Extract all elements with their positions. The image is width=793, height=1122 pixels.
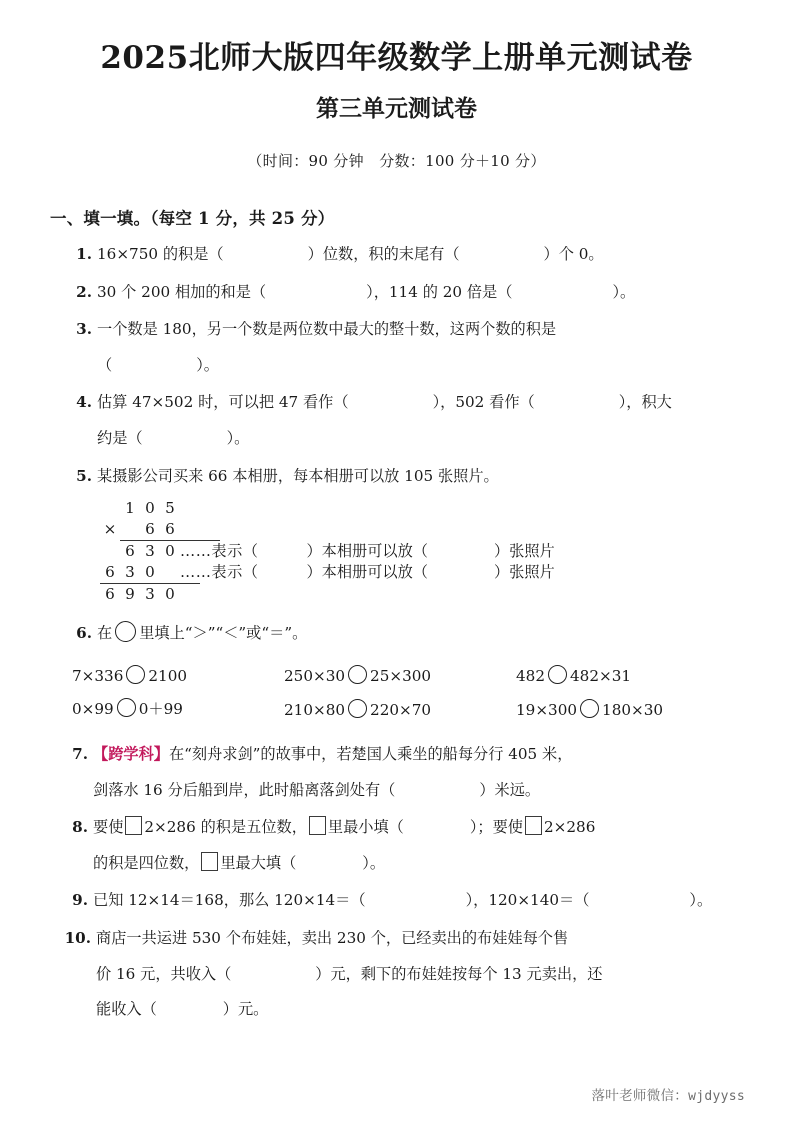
- text-part: 在: [97, 624, 113, 643]
- expression-left: 482: [516, 666, 545, 685]
- question-line: [93, 742, 745, 767]
- digit: 1: [125, 499, 135, 518]
- text-part: ）个 0。: [543, 244, 604, 263]
- digit: 6: [145, 520, 155, 539]
- multiplication-columns: [100, 498, 555, 605]
- comparison-row: [72, 692, 745, 726]
- expression-right: 2100: [148, 666, 188, 685]
- text-part: ）元。: [222, 1000, 269, 1019]
- question-number: 1.: [76, 244, 92, 263]
- text-part: ）。: [612, 282, 636, 301]
- digit: 6: [105, 585, 115, 604]
- text-part: 2×286 的积是五位数，: [144, 818, 307, 837]
- question-number: 9.: [72, 891, 88, 910]
- question-text: [97, 621, 745, 646]
- partial-product-row-1: [100, 541, 555, 562]
- text-part: ……表示（: [180, 542, 259, 561]
- partial-product-row-2: [100, 562, 555, 583]
- text-part: 里填上“＞”“＜”或“＝”。: [139, 624, 308, 643]
- text-part: 估算 47×502 时，可以把 47 看作（: [97, 393, 349, 412]
- text-part: 的积是四位数，: [93, 853, 200, 872]
- expression-right: 25×300: [370, 666, 432, 685]
- text-part: 要使: [93, 818, 124, 837]
- digit: 6: [105, 563, 115, 582]
- text-part: 里最大填（: [220, 853, 297, 872]
- question-text: [97, 464, 745, 489]
- expression-right: 220×70: [370, 700, 432, 719]
- digit: 6: [125, 542, 135, 561]
- question-6: [48, 621, 745, 646]
- expression-left: 19×300: [516, 700, 578, 719]
- question-1: [48, 242, 745, 267]
- text-part: ）元，剩下的布娃娃按每个 13 元卖出，还: [315, 964, 603, 983]
- question-text: [96, 926, 745, 1022]
- question-line: [97, 242, 745, 267]
- question-line: 某摄影公司买来 66 本相册，每本相册可以放 105 张照片。: [97, 466, 499, 485]
- text-part: 剑落水 16 分后船到岸，此时船离落剑处有（: [93, 780, 396, 799]
- question-line: [97, 426, 745, 451]
- question-text: [97, 280, 745, 305]
- question-number: 7.: [72, 744, 88, 763]
- question-number: 4.: [76, 393, 92, 412]
- section-heading-fill-in-blanks: 一、填一填。（每空 1 分，共 25 分）: [50, 208, 335, 228]
- text-part: （: [97, 355, 113, 374]
- question-5: [48, 464, 745, 489]
- digit: 5: [165, 499, 175, 518]
- question-number: 3.: [76, 320, 92, 339]
- watermark-contact-note: [592, 1084, 746, 1104]
- text-part: ……表示（: [180, 563, 259, 582]
- comparison-item: [284, 665, 516, 685]
- text-part: ），120×140＝（: [465, 891, 590, 910]
- cross-discipline-badge: 【跨学科】: [93, 744, 169, 763]
- text-part: ）本相册可以放（: [306, 563, 428, 582]
- comparison-item: [516, 699, 663, 719]
- comparison-item: [516, 665, 631, 685]
- question-number: 10.: [64, 929, 91, 948]
- expression-right: 482×31: [570, 666, 632, 685]
- watermark-wechat-id: wjdyyss: [688, 1089, 745, 1104]
- question-text: [93, 815, 745, 875]
- expression-left: 210×80: [284, 700, 346, 719]
- digit: 0: [145, 563, 155, 582]
- question-7: [48, 742, 745, 802]
- question-text: [93, 888, 745, 913]
- expression-right: 0＋99: [138, 700, 183, 719]
- expression-right: 180×30: [602, 700, 664, 719]
- question-line: 一个数是 180，另一个数是两位数中最大的整十数，这两个数的积是: [97, 320, 557, 339]
- question-3: [48, 317, 745, 377]
- digit: 9: [125, 585, 135, 604]
- comparison-circle-icon[interactable]: [126, 665, 145, 684]
- question-line: [93, 778, 745, 803]
- partial-product-note-1: [180, 544, 555, 559]
- question-line: [93, 851, 745, 876]
- answer-box-icon[interactable]: [125, 816, 142, 835]
- expression-left: 7×336: [72, 666, 124, 685]
- text-part: ）本相册可以放（: [306, 542, 428, 561]
- exam-meta-line: （时间：90 分钟 分数：100 分＋10 分）: [247, 151, 546, 170]
- comparison-circle-icon[interactable]: [115, 621, 136, 642]
- question-9: [48, 888, 745, 913]
- comparison-row: [72, 658, 745, 692]
- question-line: [97, 621, 745, 646]
- question-number: 8.: [72, 818, 88, 837]
- text-part: ）。: [226, 429, 250, 448]
- comparison-circle-icon[interactable]: [348, 665, 367, 684]
- digit: 0: [145, 499, 155, 518]
- expression-left: 0×99: [72, 700, 114, 719]
- digit: 3: [145, 585, 155, 604]
- question-text: [97, 317, 745, 377]
- expression-left: 250×30: [284, 666, 346, 685]
- digit: 6: [165, 520, 175, 539]
- question-line: [93, 815, 745, 840]
- question-10: [48, 926, 745, 1022]
- text-part: ）。: [689, 891, 713, 910]
- question-text: [97, 390, 745, 450]
- vertical-multiplication-diagram: [48, 498, 745, 605]
- question-line: [97, 390, 745, 415]
- page-subtitle: 第三单元测试卷: [316, 95, 477, 123]
- digit: 0: [165, 585, 175, 604]
- question-number: 6.: [76, 624, 92, 643]
- partial-product-note-2: [180, 565, 555, 580]
- comparison-circle-icon[interactable]: [117, 698, 136, 717]
- page-title: 2025北师大版四年级数学上册单元测试卷: [100, 40, 693, 76]
- text-part: ）米远。: [479, 780, 541, 799]
- text-part: 能收入（: [96, 1000, 157, 1019]
- question-line: 商店一共运进 530 个布娃娃，卖出 230 个，已经卖出的布娃娃每个售: [96, 929, 569, 948]
- text-part: ）张照片: [493, 563, 555, 582]
- text-part: 2×286: [544, 818, 596, 837]
- question-line: [97, 353, 745, 378]
- question-8: [48, 815, 745, 875]
- text-part: 30 个 200 相加的和是（: [97, 282, 267, 301]
- question-4: [48, 390, 745, 450]
- comparison-exercise-grid: [48, 658, 745, 726]
- question-line: [97, 280, 745, 305]
- question-line: [96, 962, 745, 987]
- watermark-label: 落叶老师微信：: [591, 1088, 689, 1104]
- text-part: ）张照片: [493, 542, 555, 561]
- comparison-item: [72, 665, 284, 685]
- text-part: ），积大: [618, 393, 672, 412]
- question-text: [97, 242, 745, 267]
- answer-box-icon[interactable]: [309, 816, 326, 835]
- comparison-circle-icon[interactable]: [348, 699, 367, 718]
- digit: 3: [145, 542, 155, 561]
- digit: 3: [125, 563, 135, 582]
- comparison-item: [284, 699, 516, 719]
- text-part: 已知 12×14＝168，那么 120×14＝（: [93, 891, 366, 910]
- multiplier-row: [100, 519, 555, 540]
- text-part: 16×750 的积是（: [97, 244, 224, 263]
- text-part: 价 16 元，共收入（: [96, 964, 232, 983]
- text-part: ）。: [362, 853, 386, 872]
- multiply-operator-icon: ×: [103, 520, 117, 539]
- text-part: 里最小填（: [327, 818, 404, 837]
- answer-box-icon[interactable]: [201, 852, 218, 871]
- text-part: ）；要使: [469, 818, 523, 837]
- multiplicand-row: [100, 498, 555, 519]
- question-text: [93, 742, 745, 802]
- question-number: 5.: [76, 466, 92, 485]
- product-total-row: [100, 584, 555, 605]
- answer-box-icon[interactable]: [525, 816, 542, 835]
- text-part: 在“刻舟求剑”的故事中，若楚国人乘坐的船每分行 405 米，: [168, 744, 573, 763]
- digit: 0: [165, 542, 175, 561]
- comparison-circle-icon[interactable]: [580, 699, 599, 718]
- text-part: ）。: [196, 355, 219, 374]
- text-part: ），502 看作（: [432, 393, 535, 412]
- question-2: [48, 280, 745, 305]
- question-line: [96, 997, 745, 1022]
- text-part: ）位数，积的末尾有（: [307, 244, 460, 263]
- question-number: 2.: [76, 282, 92, 301]
- comparison-item: [72, 698, 284, 719]
- question-line: [93, 888, 745, 913]
- text-part: 约是（: [97, 429, 143, 448]
- text-part: ），114 的 20 倍是（: [366, 282, 513, 301]
- comparison-circle-icon[interactable]: [548, 665, 567, 684]
